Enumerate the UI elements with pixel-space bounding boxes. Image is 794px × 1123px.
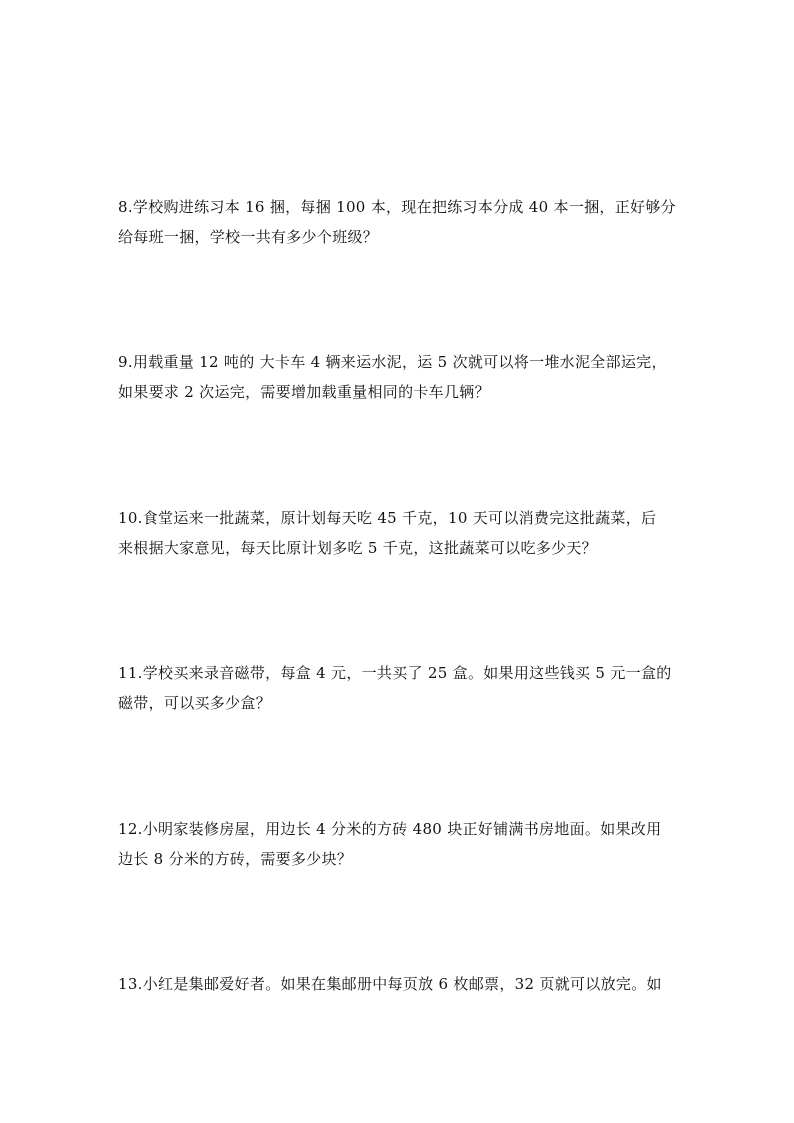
problem-9-line-1: 9.用载重量 12 吨的 大卡车 4 辆来运水泥，运 5 次就可以将一堆水泥全部运完， <box>118 353 667 371</box>
problem-11 <box>118 658 688 718</box>
problem-9-line-2: 如果要求 2 次运完，需要增加载重量相同的卡车几辆？ <box>118 383 490 401</box>
problem-12 <box>118 814 688 874</box>
problem-13-line-1: 13.小红是集邮爱好者。如果在集邮册中每页放 6 枚邮票，32 页就可以放完。如 <box>118 975 662 993</box>
problem-8-line-2: 给每班一捆，学校一共有多少个班级？ <box>118 228 379 246</box>
problem-13 <box>118 969 688 999</box>
problem-10-line-1: 10.食堂运来一批蔬菜，原计划每天吃 45 千克，10 天可以消费完这批蔬菜，后 <box>118 509 657 527</box>
problem-8-line-1: 8.学校购进练习本 16 捆，每捆 100 本，现在把练习本分成 40 本一捆，正好够分 <box>118 198 676 216</box>
problem-9 <box>118 347 688 407</box>
problem-11-line-1: 11.学校买来录音磁带，每盒 4 元，一共买了 25 盒。如果用这些钱买 5 元一盒的 <box>118 664 672 682</box>
problem-11-line-2: 磁带，可以买多少盒？ <box>118 694 272 712</box>
problem-8 <box>118 192 688 252</box>
problem-10 <box>118 503 688 563</box>
problem-12-line-1: 12.小明家装修房屋，用边长 4 分米的方砖 480 块正好铺满书房地面。如果改用 <box>118 820 662 838</box>
problem-10-line-2: 来根据大家意见，每天比原计划多吃 5 千克，这批蔬菜可以吃多少天？ <box>118 539 597 557</box>
problem-12-line-2: 边长 8 分米的方砖，需要多少块？ <box>118 850 353 868</box>
